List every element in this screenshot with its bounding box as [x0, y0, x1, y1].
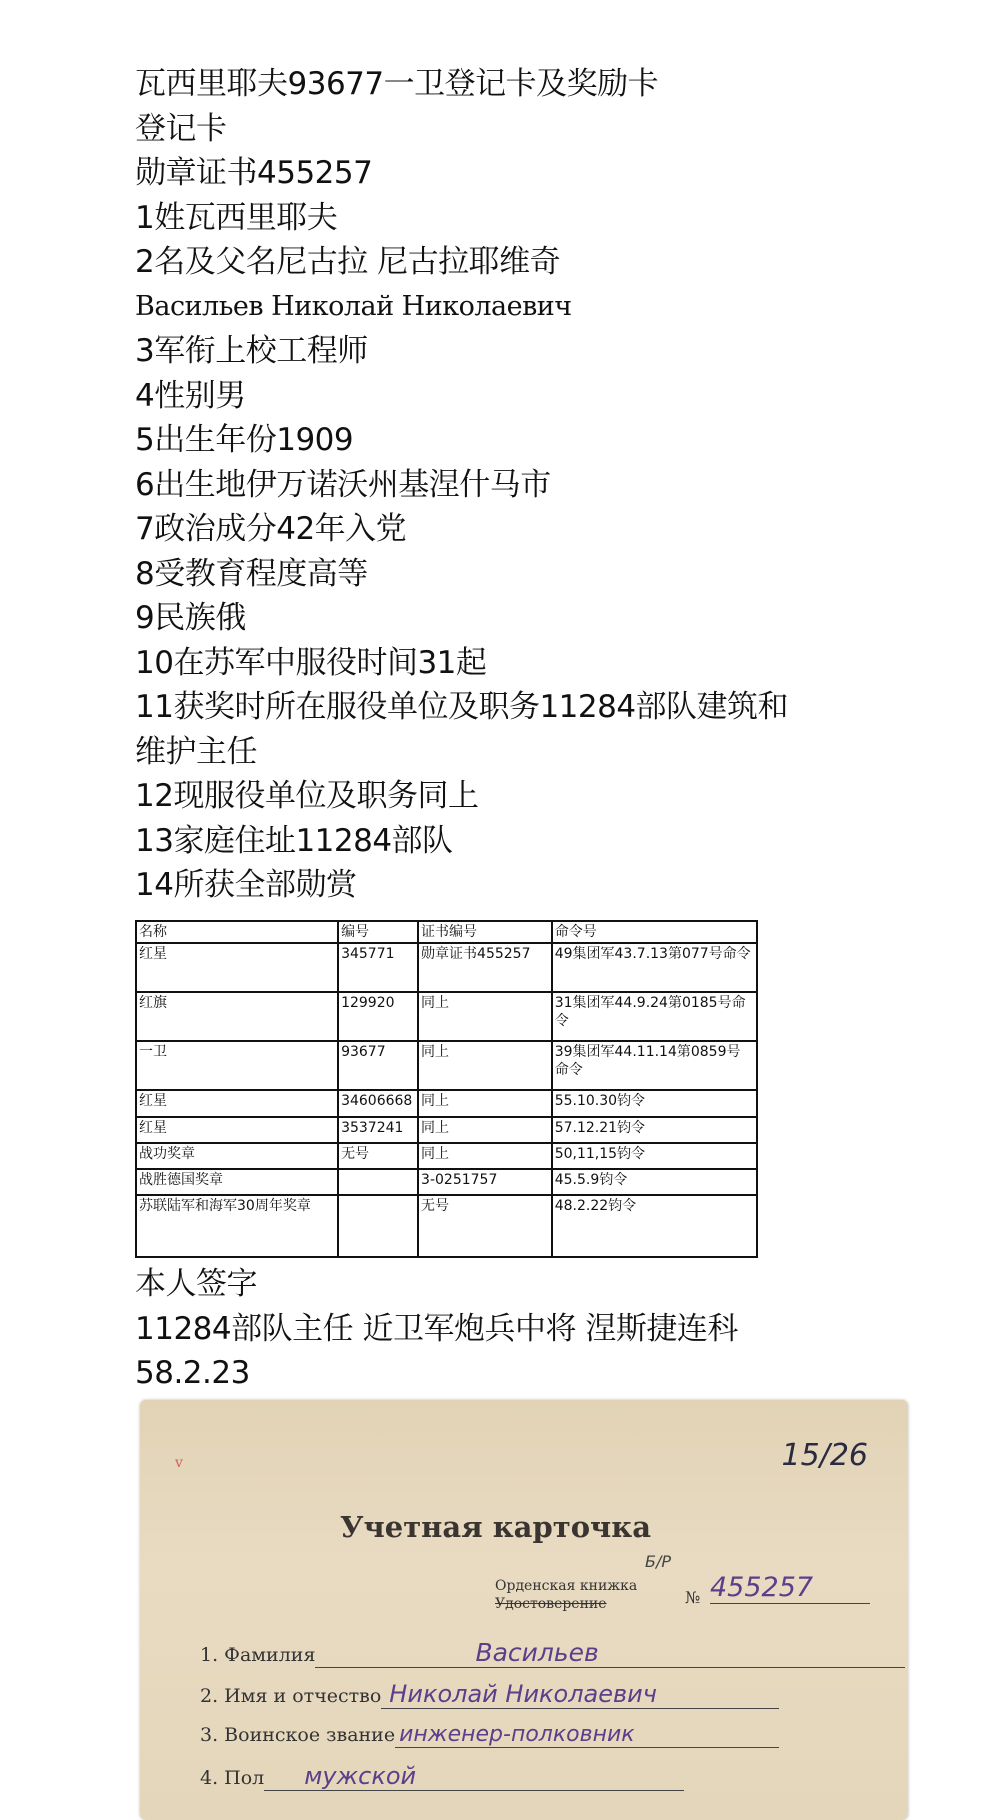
table-cell	[338, 1195, 418, 1257]
table-cell: 一卫	[136, 1041, 338, 1090]
header-cell: 命令号	[552, 921, 757, 943]
table-row	[136, 1090, 757, 1117]
signature-label: 本人签字	[135, 1266, 257, 1302]
table-cell: 49集团军43.7.13第077号命令	[552, 943, 757, 992]
document-text	[135, 62, 788, 908]
card-field	[200, 1762, 684, 1791]
field-label: 4. Пол	[200, 1767, 265, 1789]
table-row	[136, 1117, 757, 1143]
handwritten-mark: Б/Р	[645, 1552, 672, 1571]
text-line: 勋章证书455257	[135, 155, 373, 191]
table-cell: 同上	[418, 992, 552, 1041]
field-value: мужской	[264, 1762, 684, 1791]
text-line: 9民族俄	[135, 600, 246, 636]
field-label: 3. Воинское звание	[200, 1724, 396, 1746]
russian-name: Васильев Николай Николаевич	[135, 290, 572, 322]
table-cell: 同上	[418, 1090, 552, 1117]
book-label: Орденская книжка	[495, 1578, 638, 1594]
table-cell: 3537241	[338, 1117, 418, 1143]
table-row	[136, 943, 757, 992]
text-line: 5出生年份1909	[135, 422, 354, 458]
date: 58.2.23	[135, 1355, 250, 1391]
text-line: 11获奖时所在服役单位及职务11284部队建筑和	[135, 689, 789, 725]
card-title: Учетная карточка	[340, 1510, 651, 1544]
table-cell	[338, 1169, 418, 1195]
text-line: 13家庭住址11284部队	[135, 822, 453, 859]
card-field	[200, 1722, 779, 1748]
field-label: 1. Фамилия	[200, 1644, 316, 1666]
card-field	[200, 1680, 779, 1709]
table-cell: 无号	[338, 1143, 418, 1169]
table-row	[136, 1041, 757, 1090]
table-cell: 红星	[136, 1117, 338, 1143]
text-line: 7政治成分42年入党	[135, 511, 407, 547]
field-value: Николай Николаевич	[381, 1680, 779, 1709]
table-row	[136, 1195, 757, 1257]
text-line: 6出生地伊万诺沃州基涅什马市	[135, 466, 551, 503]
table-cell: 57.12.21钧令	[552, 1117, 757, 1143]
table-cell: 红旗	[136, 992, 338, 1041]
text-line: 1姓瓦西里耶夫	[135, 199, 338, 236]
table-row	[136, 992, 757, 1041]
table-cell: 48.2.22钧令	[552, 1195, 757, 1257]
table-row	[136, 1169, 757, 1195]
scanned-record-card	[140, 1400, 908, 1820]
table-cell: 无号	[418, 1195, 552, 1257]
table-cell: 34606668	[338, 1090, 418, 1117]
section-heading: 登记卡	[135, 110, 227, 147]
awards-table	[135, 920, 758, 1258]
table-cell: 勋章证书455257	[418, 943, 552, 992]
table-cell: 红星	[136, 943, 338, 992]
card-field	[200, 1638, 905, 1668]
field-value: Васильев	[315, 1638, 905, 1668]
signature-block	[135, 1262, 738, 1396]
table-cell: 同上	[418, 1117, 552, 1143]
text-line: 14所获全部勋赏	[135, 867, 357, 903]
table-cell: 45.5.9钧令	[552, 1169, 757, 1195]
text-line: 8受教育程度高等	[135, 555, 368, 592]
text-line: 维护主任	[135, 733, 257, 770]
table-row	[136, 1143, 757, 1169]
table-cell: 345771	[338, 943, 418, 992]
table-cell: 同上	[418, 1143, 552, 1169]
cert-label: Удостоверение	[495, 1596, 607, 1612]
signer: 11284部队主任 近卫军炮兵中将 涅斯捷连科	[135, 1310, 738, 1347]
table-cell: 50,11,15钧令	[552, 1143, 757, 1169]
header-cell: 编号	[338, 921, 418, 943]
table-cell: 红星	[136, 1090, 338, 1117]
text-line: 10在苏军中服役时间31起	[135, 644, 487, 681]
text-line: 4性别男	[135, 377, 246, 414]
table-cell: 129920	[338, 992, 418, 1041]
header-cell: 证书编号	[418, 921, 552, 943]
no-label: №	[685, 1588, 701, 1607]
red-tick-mark: v	[175, 1455, 183, 1471]
table-cell: 战功奖章	[136, 1143, 338, 1169]
table-cell: 93677	[338, 1041, 418, 1090]
table-cell: 31集团军44.9.24第0185号命令	[552, 992, 757, 1041]
table-header-row	[136, 921, 757, 943]
text-line: 3军衔上校工程师	[135, 333, 368, 369]
table-cell: 苏联陆军和海军30周年奖章	[136, 1195, 338, 1257]
field-label: 2. Имя и отчество	[200, 1685, 382, 1707]
field-value: инженер-полковник	[395, 1722, 779, 1748]
table-cell: 同上	[418, 1041, 552, 1090]
table-cell: 战胜德国奖章	[136, 1169, 338, 1195]
card-corner-number: 15/26	[781, 1438, 868, 1473]
table-cell: 3-0251757	[418, 1169, 552, 1195]
table-cell: 55.10.30钧令	[552, 1090, 757, 1117]
text-line: 2名及父名尼古拉 尼古拉耶维奇	[135, 244, 561, 280]
doc-title: 瓦西里耶夫93677一卫登记卡及奖励卡	[135, 66, 659, 102]
table-cell: 39集团军44.11.14第0859号命令	[552, 1041, 757, 1090]
header-cell: 名称	[136, 921, 338, 943]
book-number: 455257	[710, 1572, 870, 1604]
text-line: 12现服役单位及职务同上	[135, 778, 479, 814]
